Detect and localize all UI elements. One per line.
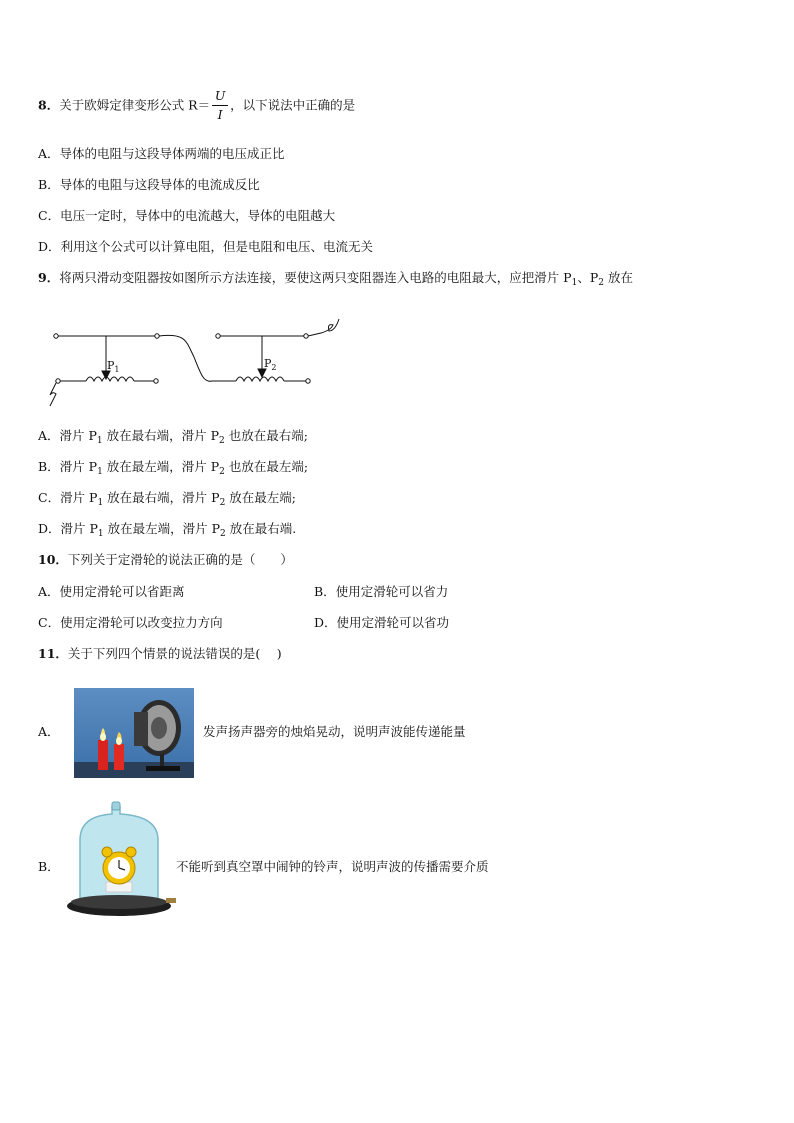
subscript: 2 — [219, 498, 226, 508]
q11-option-a-text: 发声扬声器旁的烛焰晃动，说明声波能传递能量 — [203, 724, 466, 739]
question-number: 11． — [38, 646, 68, 661]
option-text: 也放在最右端; — [224, 428, 308, 443]
candle-icon — [98, 740, 108, 770]
q10-option-a[interactable] — [38, 584, 185, 600]
rheostat-circuit-diagram — [36, 305, 356, 410]
coil-2 — [236, 377, 284, 381]
q9-option-b[interactable] — [38, 459, 308, 480]
subscript: 1 — [97, 467, 103, 477]
option-label: C． — [38, 208, 61, 223]
lead-wire — [50, 383, 56, 406]
terminal — [304, 334, 308, 338]
question-stem-tail: ，以下说法中正确的是 — [230, 97, 356, 113]
q11-option-b-label[interactable]: B． — [38, 859, 60, 874]
q10-option-c[interactable] — [38, 615, 223, 631]
subscript: 1 — [96, 436, 103, 446]
q8-option-b[interactable] — [38, 177, 260, 193]
q9-option-a[interactable] — [38, 428, 308, 449]
option-text: 放在最左端; — [225, 490, 296, 505]
speaker-candle-photo — [74, 688, 194, 778]
q10-option-b[interactable] — [314, 584, 448, 600]
question-8 — [38, 88, 355, 128]
option-label: B． — [38, 459, 60, 474]
option-text: 利用这个公式可以计算电阻，但是电阻和电压、电流无关 — [60, 239, 374, 254]
subscript: 2 — [219, 436, 225, 446]
option-text: 使用定滑轮可以省力 — [335, 584, 449, 599]
q9-option-d[interactable] — [38, 521, 296, 542]
option-text: 放在最右端，滑片 P — [102, 428, 220, 443]
fraction-bar — [212, 105, 228, 106]
q8-option-c[interactable] — [38, 208, 335, 224]
option-label: D． — [38, 521, 61, 536]
option-text: 使用定滑轮可以省距离 — [59, 584, 185, 599]
option-text: 滑片 P — [59, 459, 98, 474]
lead-wire — [308, 319, 339, 336]
option-label: D． — [38, 239, 61, 254]
question-10 — [38, 552, 293, 568]
option-text: 也放在最左端; — [224, 459, 309, 474]
label-p2: $P_2$ — [264, 357, 277, 372]
option-text: 使用定滑轮可以改变拉力方向 — [60, 615, 223, 630]
terminal — [56, 379, 60, 383]
question-stem: 关于欧姆定律变形公式 R＝ — [59, 97, 211, 113]
question-11 — [38, 646, 282, 662]
subscript: 1 — [97, 529, 104, 539]
subscript: 1 — [571, 278, 578, 288]
question-number: 8． — [38, 97, 60, 113]
option-text: 滑片 P — [60, 521, 98, 536]
vacuum-bell-jar-photo — [62, 800, 180, 922]
terminal — [306, 379, 310, 383]
option-text: 滑片 P — [59, 428, 97, 443]
question-stem: 关于下列四个情景的说法错误的是( ) — [67, 646, 282, 661]
question-stem: 、P — [577, 270, 599, 285]
option-text: 使用定滑轮可以省功 — [336, 615, 450, 630]
terminal — [155, 334, 159, 338]
ohm-fraction — [212, 88, 228, 123]
q8-option-d[interactable] — [38, 239, 373, 255]
option-text: 放在最左端，滑片 P — [102, 459, 220, 474]
option-text: 导体的电阻与这段导体的电流成反比 — [59, 177, 260, 192]
question-number: 10． — [38, 552, 68, 567]
slider-arrow — [258, 369, 266, 377]
candle-icon — [114, 744, 124, 770]
option-label: A． — [38, 146, 60, 161]
subscript: 2 — [220, 529, 226, 539]
option-label: B． — [314, 584, 336, 599]
connecting-wire — [159, 335, 228, 381]
option-text: 放在最右端，滑片 P — [103, 490, 220, 505]
q11-option-b-text: 不能听到真空罩中闹钟的铃声，说明声波的传播需要介质 — [176, 859, 489, 874]
subscript: 2 — [598, 278, 604, 288]
subscript: 1 — [97, 498, 104, 508]
terminal — [216, 334, 220, 338]
option-text: 导体的电阻与这段导体两端的电压成正比 — [59, 146, 285, 161]
question-stem: 将两只滑动变阻器按如图所示方法连接，要使这两只变阻器连入电路的电阻最大，应把滑片 P — [59, 270, 572, 285]
terminal — [154, 379, 158, 383]
subscript: 2 — [219, 467, 225, 477]
question-number: 9． — [38, 270, 60, 285]
option-label: C． — [38, 490, 61, 505]
q8-option-a[interactable] — [38, 146, 285, 162]
terminal — [54, 334, 58, 338]
option-label: A． — [38, 584, 60, 599]
option-label: A． — [38, 428, 60, 443]
label-p1: $P_1$ — [107, 359, 120, 374]
question-stem: 下列关于定滑轮的说法正确的是（ ） — [67, 552, 293, 567]
option-label: C． — [38, 615, 61, 630]
option-label: D． — [314, 615, 337, 630]
fraction-numerator: U — [214, 88, 226, 103]
option-text: 滑片 P — [60, 490, 98, 505]
coil-1 — [86, 377, 134, 381]
q9-option-c[interactable] — [38, 490, 296, 511]
fraction-denominator: I — [217, 107, 223, 122]
q11-option-a-label[interactable]: A． — [38, 724, 60, 739]
question-9 — [38, 270, 633, 291]
option-label: B． — [38, 177, 60, 192]
option-text: 放在最左端，滑片 P — [103, 521, 221, 536]
slider-arrow — [102, 371, 110, 379]
option-text: 电压一定时，导体中的电流越大，导体的电阻越大 — [60, 208, 336, 223]
option-text: 放在最右端. — [225, 521, 297, 536]
question-stem: 放在 — [603, 270, 633, 285]
q10-option-d[interactable] — [314, 615, 449, 631]
